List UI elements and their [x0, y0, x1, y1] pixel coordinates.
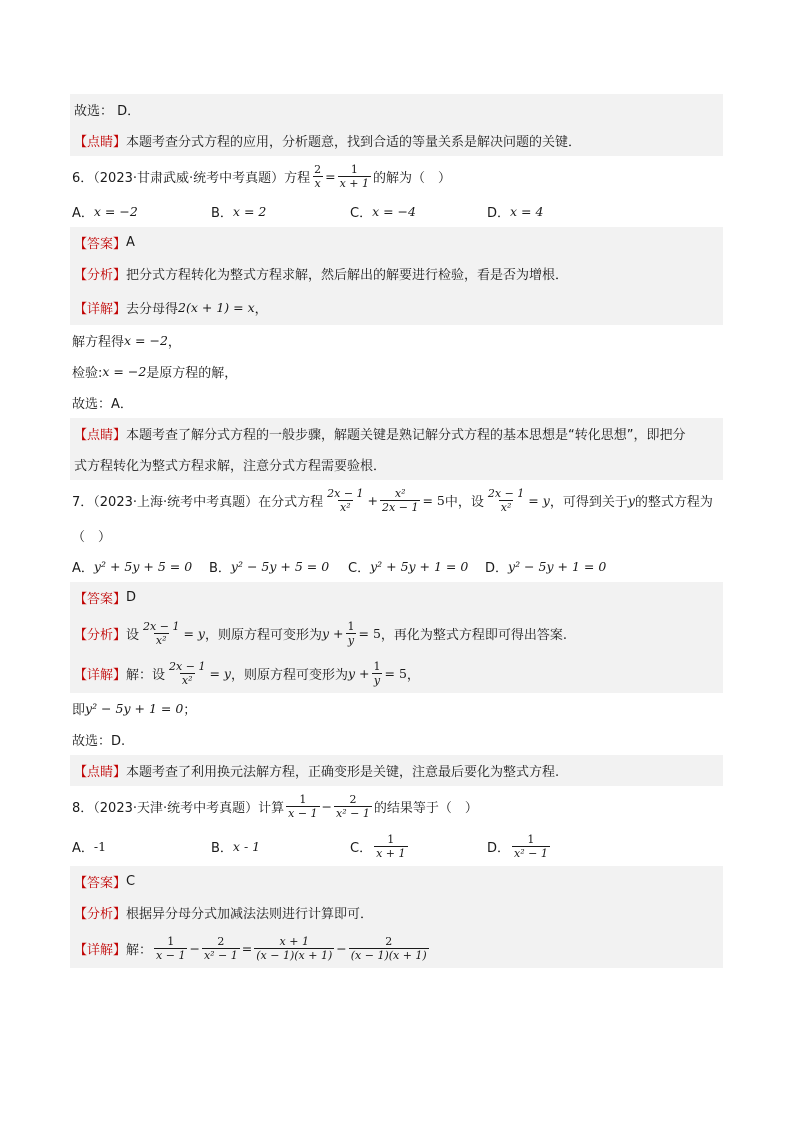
- answer-value: D: [126, 590, 137, 605]
- option-label: C．: [350, 206, 373, 221]
- frac-den: [313, 176, 323, 190]
- frac-den: x²: [500, 500, 512, 514]
- choose-text: 故选：A．: [72, 397, 133, 412]
- eq-five: = 5: [422, 492, 445, 508]
- option-label: D．: [487, 206, 511, 221]
- option-label: B．: [211, 206, 233, 221]
- frac-den: (x − 1)(x + 1): [350, 948, 427, 962]
- step-end: ；: [183, 703, 197, 718]
- analysis-text: 把分式方程转化为整式方程求解，然后解出的解要进行检验，看是否为增根．: [126, 268, 569, 283]
- analysis-mid: ，则原方程可变形为: [204, 627, 322, 643]
- option-frac: [512, 833, 550, 860]
- eq-y: = y: [183, 625, 205, 641]
- frac-num: 2: [385, 934, 393, 948]
- q6-option-a: [72, 202, 211, 221]
- q5-answer-line: [70, 94, 723, 125]
- q6-option-d: [487, 202, 543, 221]
- choose-text: 故选：D.: [72, 734, 126, 749]
- frac-num: 2: [217, 934, 225, 948]
- frac-num: 1: [387, 832, 395, 846]
- paren-text: （ ）: [72, 530, 112, 545]
- q7-choose: [70, 724, 723, 755]
- comment-tag: 【点睛】: [74, 765, 127, 780]
- analysis-tag: 【分析】: [74, 907, 127, 922]
- frac-den: [338, 176, 371, 190]
- frac-den: 2x − 1: [382, 500, 419, 514]
- analysis-end: ，再化为整式方程即可得出答案.: [380, 627, 568, 643]
- detail-tag: 【详解】: [74, 942, 127, 958]
- comment-tag: 【点睛】: [74, 135, 127, 150]
- q5-comment-text: 本题考查分式方程的应用，分析题意，找到合适的等量关系是解决问题的关键．: [126, 135, 582, 150]
- frac-num: x²: [394, 486, 406, 500]
- var-y: y: [627, 492, 635, 508]
- q7-frac-3: [486, 487, 526, 514]
- q7-analysis: [70, 613, 723, 653]
- frac-num: 2: [349, 792, 357, 806]
- frac-num: 2x − 1: [143, 619, 180, 633]
- q6-comment-1: [70, 418, 723, 449]
- q7-frac-1: [325, 487, 365, 514]
- step-text: 检验:: [72, 366, 103, 381]
- q8-option-b: [211, 837, 350, 856]
- option-value: y² + 5y + 5 = 0: [93, 559, 193, 574]
- detail-tag: 【详解】: [74, 301, 127, 317]
- q7-option-c: [348, 557, 485, 576]
- minus-sign: −: [321, 798, 333, 814]
- q6-analysis: [70, 258, 723, 289]
- q7-paren: [70, 520, 723, 551]
- comment-tag: 【点睛】: [74, 428, 127, 443]
- frac-num: 2x − 1: [487, 486, 525, 500]
- frac-num: 1: [527, 832, 535, 846]
- q6-frac-right: [338, 163, 371, 190]
- frac-den: x² − 1: [336, 806, 370, 820]
- q8-answer: [70, 866, 723, 897]
- comment-text: 本题考查了解分式方程的一般步骤，解题关键是熟记解分式方程的基本思想是“转化思想”，即把分: [126, 428, 686, 443]
- option-value: x = 4: [510, 204, 544, 219]
- detail-tag: 【详解】: [74, 667, 127, 683]
- frac-num: 1: [373, 659, 381, 673]
- q8-option-a: [72, 837, 211, 856]
- detail-frac: [167, 660, 207, 687]
- frac-num: 1: [347, 619, 355, 633]
- q6-frac-left: [312, 163, 323, 190]
- step-math: x = −2: [124, 333, 168, 348]
- q8-stem-prefix: 8．（2023·天津·统考中考真题）计算: [72, 800, 285, 816]
- detail-frac-2: [202, 935, 240, 962]
- frac-den: x²: [181, 673, 193, 687]
- q8-detail: [70, 928, 723, 968]
- q6-stem-suffix: 的解为（ ）: [373, 170, 452, 186]
- option-label: A．: [72, 561, 94, 576]
- q8-stem-suffix: 的结果等于（ ）: [373, 800, 478, 816]
- step-end: ，: [167, 335, 181, 350]
- answer-tag: 【答案】: [74, 876, 127, 891]
- frac-den: y: [373, 673, 381, 687]
- frac-num: 1: [299, 792, 307, 806]
- frac-den: x²: [340, 500, 351, 514]
- eq-sign: =: [241, 940, 253, 956]
- q7-option-d: [485, 557, 606, 576]
- frac-den-text: x + 1: [339, 176, 370, 190]
- q7-comment: [70, 755, 723, 786]
- q8-analysis: [70, 897, 723, 928]
- q8-option-d: [487, 833, 552, 860]
- analysis-tag: 【分析】: [74, 268, 127, 283]
- option-label: D．: [487, 840, 511, 856]
- minus-sign: −: [189, 940, 200, 956]
- frac-den: x² − 1: [514, 846, 548, 860]
- analysis-tag: 【分析】: [74, 627, 127, 643]
- q8-option-c: [350, 833, 487, 860]
- q7-answer: [70, 582, 723, 613]
- q7-stem: [70, 480, 723, 520]
- option-value: y² − 5y + 1 = 0: [508, 559, 607, 574]
- option-label: D．: [485, 561, 509, 576]
- frac-num: x + 1: [279, 934, 309, 948]
- detail-frac-y: [372, 660, 383, 687]
- q6-options: [70, 196, 723, 227]
- q6-stem-prefix: 6．（2023·甘肃武威·统考中考真题）方程: [72, 170, 311, 186]
- q7-detail: [70, 653, 723, 693]
- detail-end: ，: [406, 667, 420, 683]
- q7-option-b: [209, 557, 348, 576]
- frac-num: 2x − 1: [327, 486, 364, 500]
- eq-y: = y: [528, 492, 550, 508]
- detail-text: 去分母得: [126, 301, 179, 317]
- q8-stem: [70, 786, 723, 826]
- q6-answer: [70, 227, 723, 258]
- q6-option-b: [211, 202, 350, 221]
- step-text: 解方程得: [72, 335, 125, 350]
- eq-five: = 5: [384, 665, 407, 681]
- option-label: C．: [348, 561, 371, 576]
- option-label: B．: [209, 561, 231, 576]
- option-value: y² − 5y + 5 = 0: [230, 559, 330, 574]
- analysis-frac-y: [346, 620, 357, 647]
- answer-value: C: [126, 874, 136, 889]
- option-value: y² + 5y + 1 = 0: [370, 559, 469, 574]
- q6-comment-2: [70, 449, 723, 480]
- answer-tag: 【答案】: [74, 237, 127, 252]
- q7-option-a: [72, 557, 209, 576]
- detail-frac-3: [254, 935, 334, 962]
- step-end: 是原方程的解，: [146, 366, 238, 381]
- analysis-text: 根据异分母分式加减法法则进行计算即可．: [126, 907, 374, 922]
- q6-detail: [70, 289, 723, 325]
- frac-den: x + 1: [376, 846, 406, 860]
- option-value: x = −2: [93, 204, 138, 219]
- detail-math: 2(x + 1) = x: [178, 299, 255, 315]
- q6-choose: [70, 387, 723, 418]
- frac-den: x² − 1: [203, 948, 238, 962]
- frac-num: 2: [314, 162, 322, 176]
- eq-y: = y: [209, 665, 231, 681]
- q6-option-c: [350, 202, 487, 221]
- eq-five: = 5: [358, 625, 381, 641]
- analysis-pre: 设: [126, 627, 140, 643]
- frac-num: 1: [167, 934, 175, 948]
- q7-stem-end: 的整式方程为: [634, 494, 713, 510]
- plus-sign: +: [367, 492, 379, 508]
- q7-options: [70, 551, 723, 582]
- option-label: C．: [350, 840, 373, 856]
- option-label: A．: [72, 206, 94, 221]
- detail-pre: 解：设: [126, 667, 166, 683]
- q6-step-1: [70, 325, 723, 356]
- option-label: B．: [211, 840, 233, 856]
- q7-frac-2: [380, 487, 420, 514]
- frac-num: 1: [350, 162, 358, 176]
- frac-den: (x − 1)(x + 1): [256, 948, 333, 962]
- step-math: y² − 5y + 1 = 0: [85, 701, 184, 716]
- detail-end: ，: [254, 301, 268, 317]
- detail-mid: ，则原方程可变形为: [230, 667, 348, 683]
- eq-sign: =: [325, 168, 336, 184]
- step-text: 即: [72, 703, 86, 718]
- answer-tag: 【答案】: [74, 592, 127, 607]
- document-page: [70, 94, 723, 968]
- frac-num: 2x − 1: [169, 659, 206, 673]
- frac-den: y: [347, 633, 355, 647]
- analysis-frac: [141, 620, 181, 647]
- detail-pre: 解：: [126, 942, 153, 958]
- q8-frac-1: [286, 793, 319, 820]
- q7-stem-suffix: ，可得到关于: [549, 494, 628, 510]
- detail-frac-4: [349, 935, 429, 962]
- q7-stem-prefix: 7．（2023·上海·统考中考真题）在分式方程: [72, 494, 324, 510]
- answer-value: A: [126, 235, 135, 250]
- frac-den-text: x: [314, 176, 321, 190]
- option-frac: [374, 833, 407, 860]
- comment-text: 本题考查了利用换元法解方程，正确变形是关键，注意最后要化为整式方程.: [126, 765, 560, 780]
- detail-frac-1: [154, 935, 187, 962]
- q5-answer-text: 故选： D．: [74, 104, 141, 119]
- minus-sign: −: [336, 940, 347, 956]
- q7-stem-mid: 中，设: [444, 494, 484, 510]
- q6-step-2: [70, 356, 723, 387]
- q8-options: [70, 826, 723, 866]
- y-plus: y +: [347, 665, 370, 681]
- option-value: -1: [93, 838, 107, 854]
- option-value: x = −4: [372, 204, 416, 219]
- q8-frac-2: [334, 793, 372, 820]
- frac-den: x − 1: [288, 806, 318, 820]
- frac-den: x − 1: [156, 948, 186, 962]
- comment-text: 式方程转化为整式方程求解，注意分式方程需要验根．: [74, 459, 387, 474]
- step-math: x = −2: [102, 364, 147, 379]
- option-value: x - 1: [232, 838, 261, 854]
- frac-den: x²: [155, 633, 167, 647]
- option-value: x = 2: [232, 204, 267, 219]
- option-label: A．: [72, 840, 94, 856]
- q6-stem: [70, 156, 723, 196]
- q5-comment: [70, 125, 723, 156]
- q7-step: [70, 693, 723, 724]
- y-plus: y +: [321, 625, 344, 641]
